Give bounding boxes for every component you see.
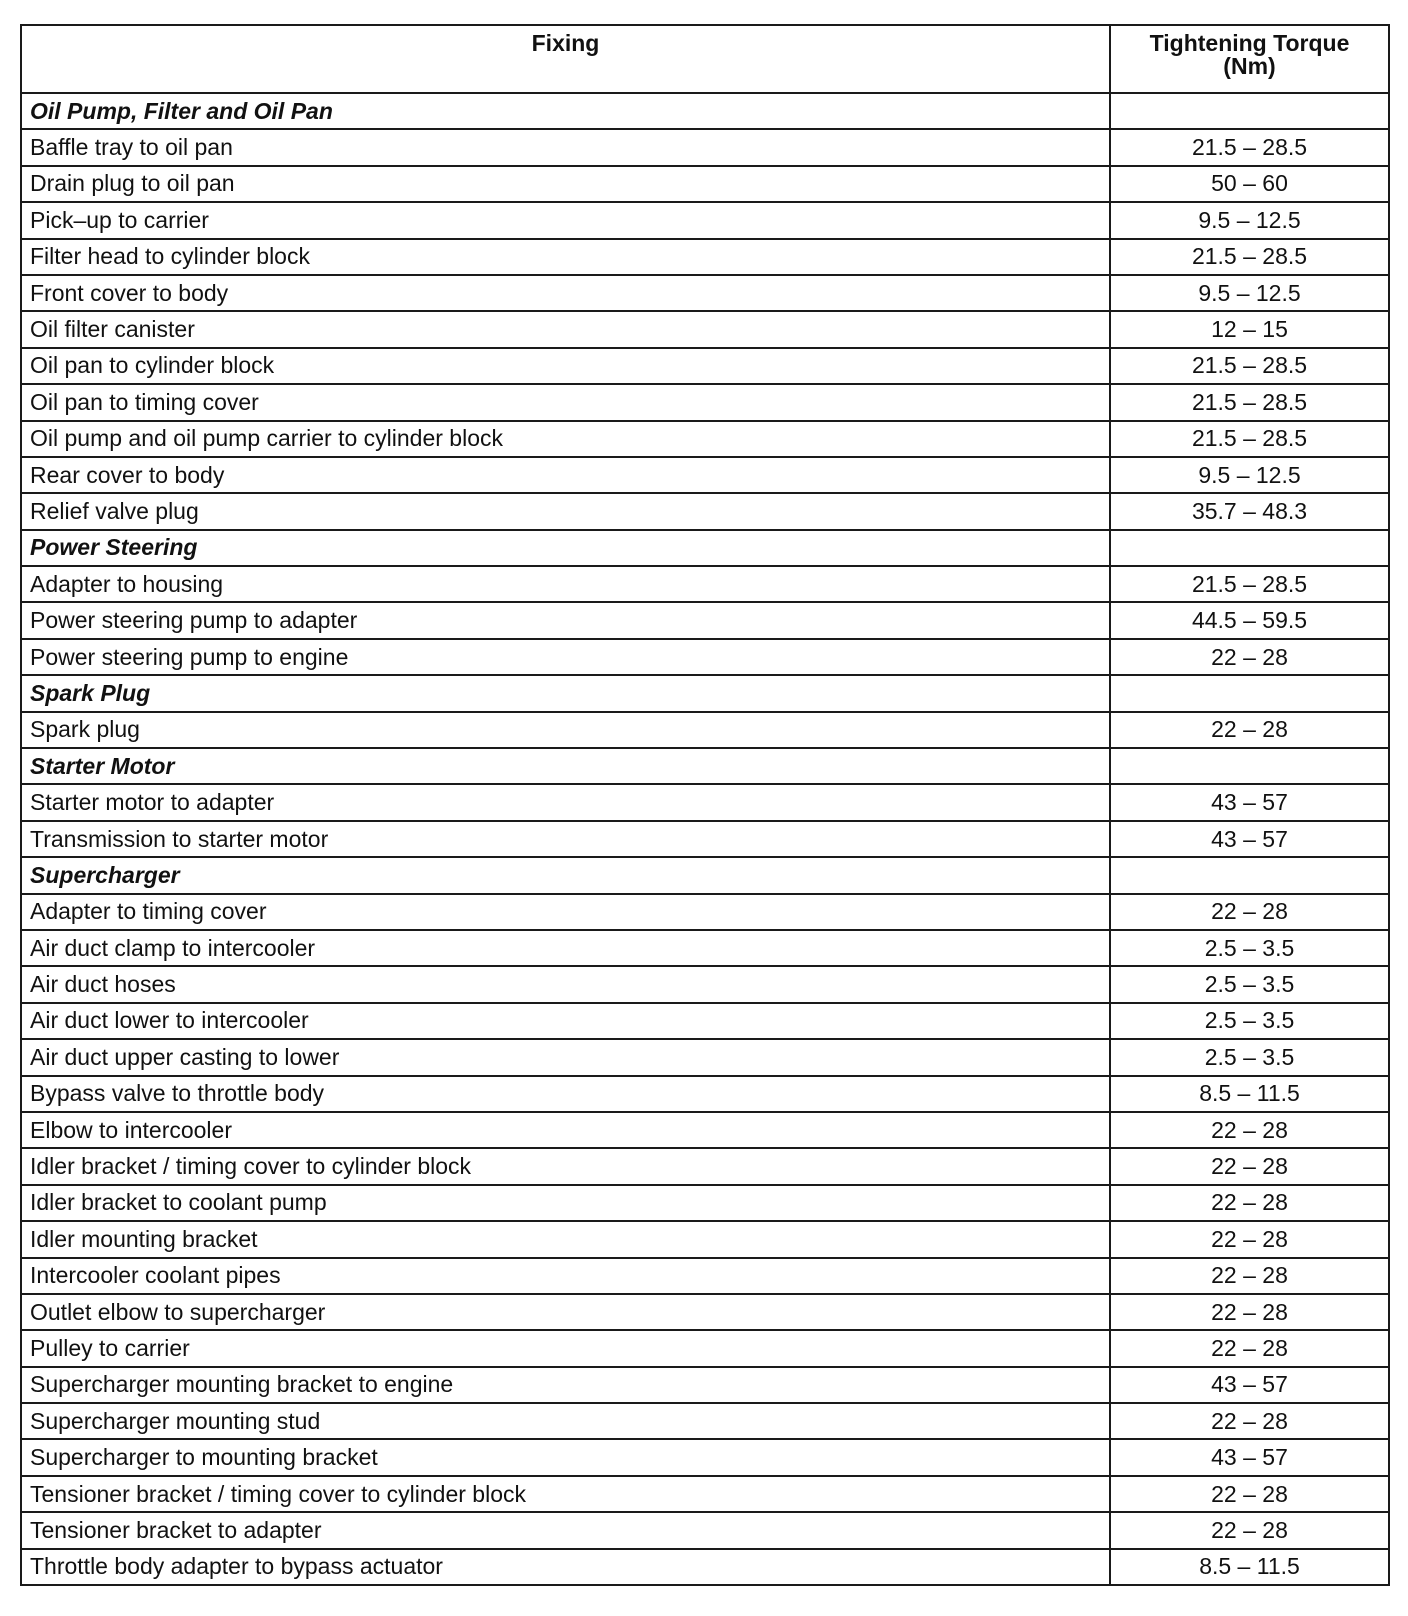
fixing-cell: Relief valve plug bbox=[21, 493, 1110, 529]
fixing-cell: Oil pan to timing cover bbox=[21, 384, 1110, 420]
fixing-cell: Supercharger mounting stud bbox=[21, 1403, 1110, 1439]
table-header bbox=[21, 25, 1389, 93]
torque-cell bbox=[1110, 857, 1389, 893]
torque-cell bbox=[1110, 530, 1389, 566]
torque-cell: 21.5 – 28.5 bbox=[1110, 348, 1389, 384]
torque-cell bbox=[1110, 93, 1389, 129]
fixing-cell: Idler mounting bracket bbox=[21, 1221, 1110, 1257]
table-row bbox=[21, 202, 1389, 238]
fixing-cell: Air duct upper casting to lower bbox=[21, 1039, 1110, 1075]
table-row bbox=[21, 275, 1389, 311]
torque-cell bbox=[1110, 748, 1389, 784]
table-row bbox=[21, 457, 1389, 493]
table-row bbox=[21, 311, 1389, 347]
fixing-cell: Supercharger mounting bracket to engine bbox=[21, 1367, 1110, 1403]
fixing-cell: Power steering pump to adapter bbox=[21, 602, 1110, 638]
torque-cell: 22 – 28 bbox=[1110, 1403, 1389, 1439]
table-row bbox=[21, 421, 1389, 457]
torque-cell: 43 – 57 bbox=[1110, 821, 1389, 857]
torque-specification-table bbox=[20, 24, 1390, 1586]
fixing-cell: Front cover to body bbox=[21, 275, 1110, 311]
torque-cell: 2.5 – 3.5 bbox=[1110, 1039, 1389, 1075]
torque-cell: 2.5 – 3.5 bbox=[1110, 930, 1389, 966]
torque-cell: 22 – 28 bbox=[1110, 1148, 1389, 1184]
torque-cell: 22 – 28 bbox=[1110, 1294, 1389, 1330]
table-row bbox=[21, 1549, 1389, 1585]
table-row bbox=[21, 602, 1389, 638]
fixing-cell: Supercharger to mounting bracket bbox=[21, 1439, 1110, 1475]
fixing-cell: Drain plug to oil pan bbox=[21, 166, 1110, 202]
table-row bbox=[21, 1439, 1389, 1475]
torque-cell: 22 – 28 bbox=[1110, 1112, 1389, 1148]
section-title: Oil Pump, Filter and Oil Pan bbox=[21, 93, 1110, 129]
fixing-cell: Tensioner bracket / timing cover to cylinder block bbox=[21, 1476, 1110, 1512]
torque-cell: 2.5 – 3.5 bbox=[1110, 1003, 1389, 1039]
torque-cell: 22 – 28 bbox=[1110, 712, 1389, 748]
fixing-cell: Intercooler coolant pipes bbox=[21, 1258, 1110, 1294]
torque-cell: 8.5 – 11.5 bbox=[1110, 1076, 1389, 1112]
fixing-cell: Spark plug bbox=[21, 712, 1110, 748]
torque-cell: 21.5 – 28.5 bbox=[1110, 129, 1389, 165]
table-row bbox=[21, 1185, 1389, 1221]
fixing-cell: Air duct lower to intercooler bbox=[21, 1003, 1110, 1039]
fixing-cell: Tensioner bracket to adapter bbox=[21, 1512, 1110, 1548]
section-title: Power Steering bbox=[21, 530, 1110, 566]
section-title: Spark Plug bbox=[21, 675, 1110, 711]
fixing-cell: Baffle tray to oil pan bbox=[21, 129, 1110, 165]
torque-cell: 22 – 28 bbox=[1110, 1221, 1389, 1257]
section-header-row bbox=[21, 857, 1389, 893]
torque-cell: 35.7 – 48.3 bbox=[1110, 493, 1389, 529]
fixing-column-header: Fixing bbox=[21, 25, 1110, 93]
fixing-cell: Starter motor to adapter bbox=[21, 784, 1110, 820]
table-row bbox=[21, 1294, 1389, 1330]
fixing-cell: Power steering pump to engine bbox=[21, 639, 1110, 675]
table-row bbox=[21, 639, 1389, 675]
torque-column-header bbox=[1110, 25, 1389, 93]
table-body bbox=[21, 93, 1389, 1585]
table-row bbox=[21, 1039, 1389, 1075]
table-row bbox=[21, 784, 1389, 820]
table-row bbox=[21, 1148, 1389, 1184]
fixing-cell: Idler bracket / timing cover to cylinder block bbox=[21, 1148, 1110, 1184]
torque-cell: 9.5 – 12.5 bbox=[1110, 275, 1389, 311]
table-row bbox=[21, 129, 1389, 165]
table-row bbox=[21, 239, 1389, 275]
torque-cell: 9.5 – 12.5 bbox=[1110, 457, 1389, 493]
fixing-cell: Oil filter canister bbox=[21, 311, 1110, 347]
torque-cell: 21.5 – 28.5 bbox=[1110, 566, 1389, 602]
torque-cell: 22 – 28 bbox=[1110, 1330, 1389, 1366]
section-title: Starter Motor bbox=[21, 748, 1110, 784]
fixing-cell: Pulley to carrier bbox=[21, 1330, 1110, 1366]
torque-cell: 43 – 57 bbox=[1110, 784, 1389, 820]
section-header-row bbox=[21, 530, 1389, 566]
fixing-cell: Air duct hoses bbox=[21, 966, 1110, 1002]
torque-cell: 21.5 – 28.5 bbox=[1110, 384, 1389, 420]
fixing-cell: Idler bracket to coolant pump bbox=[21, 1185, 1110, 1221]
section-header-row bbox=[21, 748, 1389, 784]
fixing-cell: Adapter to housing bbox=[21, 566, 1110, 602]
table-row bbox=[21, 712, 1389, 748]
section-title: Supercharger bbox=[21, 857, 1110, 893]
fixing-cell: Oil pan to cylinder block bbox=[21, 348, 1110, 384]
torque-header-unit: (Nm) bbox=[1223, 53, 1276, 79]
table-row bbox=[21, 966, 1389, 1002]
table-row bbox=[21, 1112, 1389, 1148]
section-header-row bbox=[21, 675, 1389, 711]
section-header-row bbox=[21, 93, 1389, 129]
table-row bbox=[21, 1258, 1389, 1294]
fixing-cell: Transmission to starter motor bbox=[21, 821, 1110, 857]
table-row bbox=[21, 1512, 1389, 1548]
fixing-cell: Outlet elbow to supercharger bbox=[21, 1294, 1110, 1330]
table-row bbox=[21, 384, 1389, 420]
torque-cell: 22 – 28 bbox=[1110, 1476, 1389, 1512]
table-row bbox=[21, 493, 1389, 529]
fixing-cell: Rear cover to body bbox=[21, 457, 1110, 493]
torque-cell: 12 – 15 bbox=[1110, 311, 1389, 347]
table-row bbox=[21, 1476, 1389, 1512]
torque-cell: 43 – 57 bbox=[1110, 1439, 1389, 1475]
header-row bbox=[21, 25, 1389, 93]
table-row bbox=[21, 894, 1389, 930]
fixing-cell: Filter head to cylinder block bbox=[21, 239, 1110, 275]
torque-cell: 50 – 60 bbox=[1110, 166, 1389, 202]
table-row bbox=[21, 930, 1389, 966]
torque-cell: 22 – 28 bbox=[1110, 894, 1389, 930]
table-row bbox=[21, 1367, 1389, 1403]
fixing-cell: Bypass valve to throttle body bbox=[21, 1076, 1110, 1112]
fixing-cell: Elbow to intercooler bbox=[21, 1112, 1110, 1148]
torque-cell: 21.5 – 28.5 bbox=[1110, 421, 1389, 457]
torque-cell: 43 – 57 bbox=[1110, 1367, 1389, 1403]
torque-header-title: Tightening Torque bbox=[1149, 30, 1350, 56]
torque-cell: 22 – 28 bbox=[1110, 1185, 1389, 1221]
fixing-cell: Pick–up to carrier bbox=[21, 202, 1110, 238]
table-row bbox=[21, 166, 1389, 202]
table-row bbox=[21, 348, 1389, 384]
torque-cell: 22 – 28 bbox=[1110, 1258, 1389, 1294]
torque-cell: 2.5 – 3.5 bbox=[1110, 966, 1389, 1002]
table-row bbox=[21, 1003, 1389, 1039]
torque-cell: 9.5 – 12.5 bbox=[1110, 202, 1389, 238]
torque-cell: 44.5 – 59.5 bbox=[1110, 602, 1389, 638]
fixing-cell: Adapter to timing cover bbox=[21, 894, 1110, 930]
fixing-cell: Oil pump and oil pump carrier to cylinder block bbox=[21, 421, 1110, 457]
fixing-cell: Air duct clamp to intercooler bbox=[21, 930, 1110, 966]
torque-cell: 8.5 – 11.5 bbox=[1110, 1549, 1389, 1585]
table-row bbox=[21, 1076, 1389, 1112]
table-row bbox=[21, 1221, 1389, 1257]
torque-cell bbox=[1110, 675, 1389, 711]
table-row bbox=[21, 566, 1389, 602]
torque-cell: 21.5 – 28.5 bbox=[1110, 239, 1389, 275]
table-row bbox=[21, 821, 1389, 857]
fixing-cell: Throttle body adapter to bypass actuator bbox=[21, 1549, 1110, 1585]
torque-cell: 22 – 28 bbox=[1110, 1512, 1389, 1548]
table-row bbox=[21, 1330, 1389, 1366]
table-row bbox=[21, 1403, 1389, 1439]
torque-cell: 22 – 28 bbox=[1110, 639, 1389, 675]
